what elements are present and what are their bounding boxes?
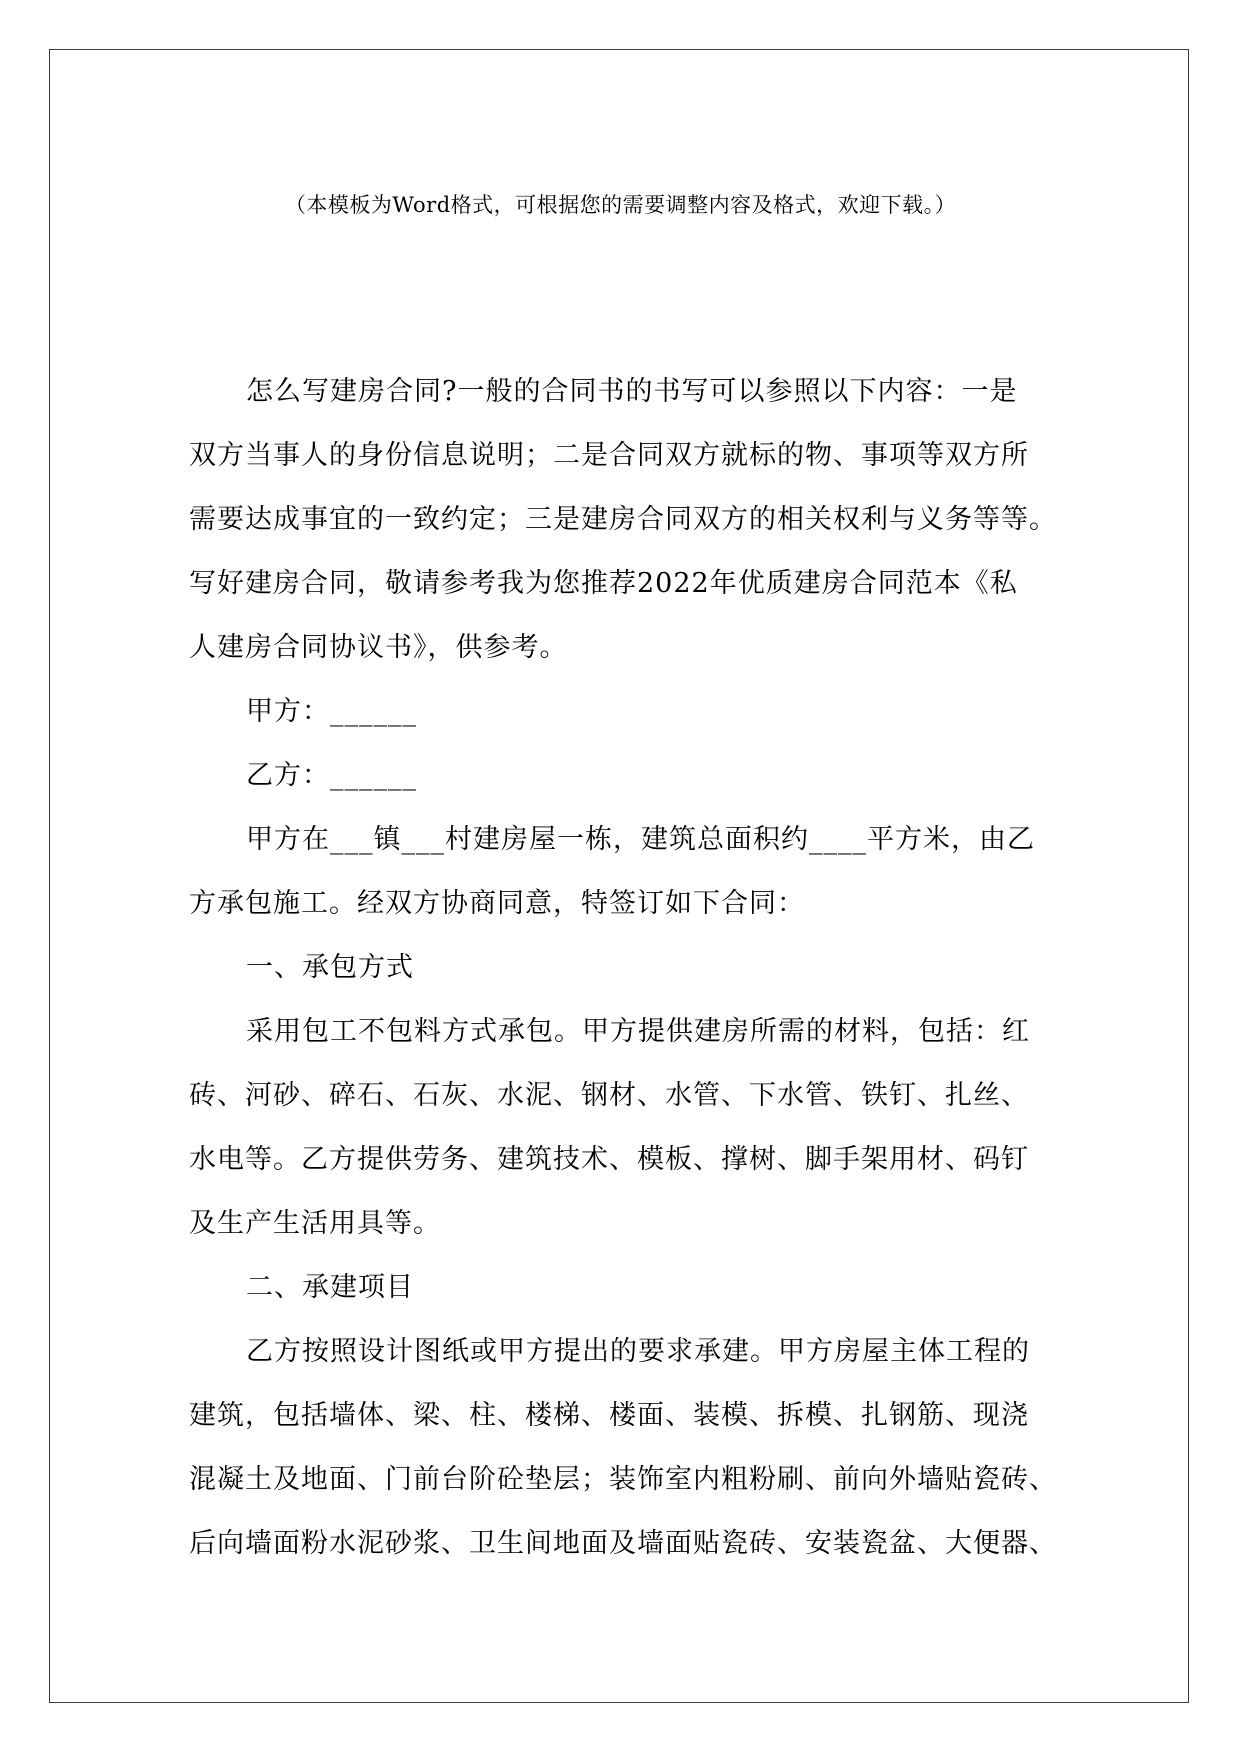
paragraph-line: 怎么写建房合同?一般的合同书的书写可以参照以下内容：一是 xyxy=(246,376,1018,407)
paragraph-line: 后向墙面粉水泥砂浆、卫生间地面及墙面贴瓷砖、安装瓷盆、大便器、 xyxy=(189,1528,1057,1559)
paragraph-line: 人建房合同协议书》，供参考。 xyxy=(189,632,568,663)
paragraph-line: 一、承包方式 xyxy=(246,952,414,983)
template-note: （本模板为Word格式，可根据您的需要调整内容及格式，欢迎下载。） xyxy=(284,193,957,217)
contract-body xyxy=(189,360,1061,1576)
paragraph-line: 写好建房合同，敬请参考我为您推荐2022年优质建房合同范本《私 xyxy=(189,568,1018,599)
paragraph-line: 采用包工不包料方式承包。甲方提供建房所需的材料，包括：红 xyxy=(246,1016,1030,1047)
paragraph-line: 需要达成事宜的一致约定；三是建房合同双方的相关权利与义务等等。 xyxy=(189,504,1057,535)
paragraph-line: 甲方：______ xyxy=(246,696,417,727)
paragraph-line: 建筑，包括墙体、梁、柱、楼梯、楼面、装模、拆模、扎钢筋、现浇 xyxy=(189,1400,1029,1431)
paragraph-line: 方承包施工。经双方协商同意，特签订如下合同： xyxy=(189,888,805,919)
paragraph-line: 双方当事人的身份信息说明；二是合同双方就标的物、事项等双方所 xyxy=(189,440,1029,471)
paragraph-line: 乙方：______ xyxy=(246,760,417,791)
paragraph-line: 砖、河砂、碎石、石灰、水泥、钢材、水管、下水管、铁钉、扎丝、 xyxy=(189,1080,1029,1111)
paragraph-line: 混凝土及地面、门前台阶砼垫层；装饰室内粗粉刷、前向外墙贴瓷砖、 xyxy=(189,1464,1057,1495)
paragraph-line: 二、承建项目 xyxy=(246,1272,414,1303)
paragraph-line: 水电等。乙方提供劳务、建筑技术、模板、撑树、脚手架用材、码钉 xyxy=(189,1144,1029,1175)
paragraph-line: 甲方在___镇___村建房屋一栋，建筑总面积约____平方米，由乙 xyxy=(246,824,1035,855)
paragraph-line: 乙方按照设计图纸或甲方提出的要求承建。甲方房屋主体工程的 xyxy=(246,1336,1030,1367)
paragraph-line: 及生产生活用具等。 xyxy=(189,1208,441,1239)
